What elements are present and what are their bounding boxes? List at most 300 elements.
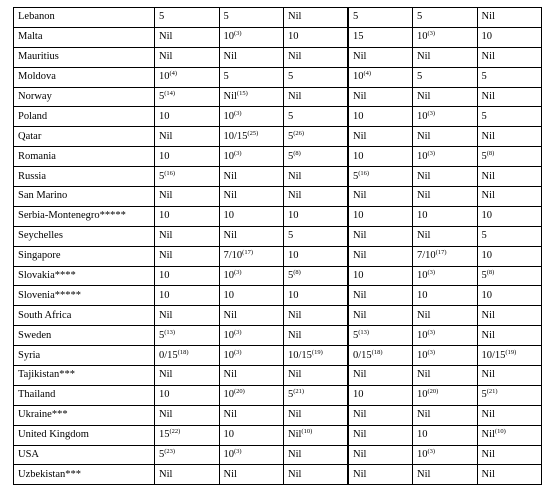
rate-cell xyxy=(284,405,349,425)
rate-cell xyxy=(348,167,413,187)
footnote-ref: (3) xyxy=(427,269,436,277)
rate-cell xyxy=(284,206,349,226)
rate-cell xyxy=(413,47,478,67)
table-row xyxy=(14,246,542,266)
rate-value: Nil xyxy=(417,369,431,381)
rate-cell xyxy=(413,425,478,445)
country-name: Russia xyxy=(18,170,47,182)
rate-cell xyxy=(477,127,542,147)
country-cell xyxy=(14,306,155,326)
rate-cell xyxy=(348,385,413,405)
rate-cell xyxy=(155,465,220,485)
rate-value: 10 xyxy=(223,429,234,441)
rate-cell xyxy=(348,465,413,485)
footnote-ref: (13) xyxy=(164,328,176,336)
rate-cell xyxy=(477,47,542,67)
rate-cell xyxy=(155,366,220,386)
rate-cell xyxy=(219,127,284,147)
rate-cell xyxy=(284,366,349,386)
rate-cell xyxy=(348,27,413,47)
rate-cell xyxy=(413,326,478,346)
rate-value: Nil xyxy=(223,230,237,242)
rate-value: 5 xyxy=(481,389,487,401)
country-cell xyxy=(14,87,155,107)
rate-value: Nil xyxy=(481,369,495,381)
country-cell xyxy=(14,425,155,445)
rate-value: 10 xyxy=(481,210,492,222)
rate-cell xyxy=(348,246,413,266)
country-name: Lebanon xyxy=(18,11,55,23)
rate-value: Nil xyxy=(417,170,431,182)
rate-value: Nil xyxy=(417,468,431,480)
rate-cell xyxy=(413,405,478,425)
footnote-ref: (4) xyxy=(169,70,178,78)
rate-value: Nil xyxy=(353,429,367,441)
rate-value: Nil xyxy=(353,468,367,480)
country-name: Slovenia***** xyxy=(18,289,81,301)
rate-cell xyxy=(155,385,220,405)
rate-cell xyxy=(155,67,220,87)
rate-cell xyxy=(413,67,478,87)
rate-value: Nil xyxy=(288,409,302,421)
rate-value: 10 xyxy=(159,289,170,301)
footnote-ref: (22) xyxy=(169,428,181,436)
rate-cell xyxy=(219,346,284,366)
rate-cell xyxy=(413,286,478,306)
rate-value: 5 xyxy=(288,270,294,282)
rate-value: 15 xyxy=(353,31,364,43)
footnote-ref: (20) xyxy=(234,388,245,396)
rate-value: Nil xyxy=(159,369,173,381)
country-cell xyxy=(14,366,155,386)
rate-value: Nil xyxy=(481,409,495,421)
rate-cell xyxy=(284,127,349,147)
rate-cell xyxy=(284,385,349,405)
rate-value: 10 xyxy=(159,71,170,83)
rate-value: 5 xyxy=(288,130,294,142)
rate-cell xyxy=(155,147,220,167)
table-row xyxy=(14,266,542,286)
country-cell xyxy=(14,147,155,167)
rate-cell xyxy=(155,306,220,326)
rate-cell xyxy=(477,346,542,366)
rate-value: Nil xyxy=(159,230,173,242)
footnote-ref: (8) xyxy=(486,149,495,157)
rate-value: Nil xyxy=(288,429,302,441)
rate-value: 10 xyxy=(159,110,170,122)
rate-value: Nil xyxy=(417,309,431,321)
footnote-ref: (3) xyxy=(234,149,242,157)
rate-cell xyxy=(348,286,413,306)
rate-value: 10 xyxy=(417,449,428,461)
country-cell xyxy=(14,385,155,405)
rate-cell xyxy=(348,346,413,366)
rate-cell xyxy=(477,206,542,226)
rate-cell xyxy=(477,405,542,425)
rate-cell xyxy=(477,147,542,167)
rate-value: Nil xyxy=(159,409,173,421)
rate-cell xyxy=(477,107,542,127)
country-cell xyxy=(14,167,155,187)
rate-cell xyxy=(348,266,413,286)
rate-value: 10/15 xyxy=(223,130,248,142)
rate-value: 10 xyxy=(223,389,234,401)
rate-value: Nil xyxy=(223,51,237,63)
country-name: Romania xyxy=(18,150,56,162)
footnote-ref: (17) xyxy=(242,249,254,257)
table-row xyxy=(14,306,542,326)
rate-value: 5 xyxy=(159,170,165,182)
country-name: Sweden xyxy=(18,329,52,341)
rate-value: Nil xyxy=(223,190,237,202)
rate-value: 5 xyxy=(353,329,359,341)
rate-value: Nil xyxy=(481,468,495,480)
rate-value: 5 xyxy=(481,150,487,162)
rate-value: Nil xyxy=(481,190,495,202)
table-row xyxy=(14,346,542,366)
rate-cell xyxy=(413,246,478,266)
rate-value: 5 xyxy=(481,230,487,242)
rate-cell xyxy=(284,8,349,28)
rate-cell xyxy=(413,445,478,465)
footnote-ref: (10) xyxy=(301,428,313,436)
rate-value: 10 xyxy=(417,150,428,162)
footnote-ref: (14) xyxy=(164,90,176,97)
country-name: South Africa xyxy=(18,309,72,321)
rate-value: Nil xyxy=(288,91,302,102)
rate-value: Nil xyxy=(288,369,302,381)
rate-value: 5 xyxy=(288,389,294,401)
rate-value: Nil xyxy=(223,170,237,182)
country-name: Poland xyxy=(18,110,48,122)
country-name: Moldova xyxy=(18,71,56,83)
table-row xyxy=(14,87,542,107)
table-row xyxy=(14,425,542,445)
rate-cell xyxy=(284,266,349,286)
footnote-ref: (3) xyxy=(234,269,242,277)
rate-cell xyxy=(477,27,542,47)
country-name: Serbia-Montenegro***** xyxy=(18,210,126,222)
rate-cell xyxy=(413,366,478,386)
rate-cell xyxy=(219,87,284,107)
rate-value: 10/15 xyxy=(481,349,506,361)
table-row xyxy=(14,67,542,87)
rate-value: Nil xyxy=(481,429,495,441)
rate-value: Nil xyxy=(481,91,495,102)
table-row xyxy=(14,465,542,485)
rate-value: 10 xyxy=(417,349,428,361)
rate-value: 10 xyxy=(159,210,170,222)
rate-cell xyxy=(413,266,478,286)
table-row xyxy=(14,326,542,346)
country-name: San Marino xyxy=(18,190,68,202)
rate-cell xyxy=(155,266,220,286)
footnote-ref: (16) xyxy=(358,169,370,177)
table-row xyxy=(14,385,542,405)
rate-value: 7/10 xyxy=(417,250,436,262)
rate-cell xyxy=(155,286,220,306)
rate-cell xyxy=(348,206,413,226)
rate-cell xyxy=(155,246,220,266)
rate-cell xyxy=(348,326,413,346)
rate-value: Nil xyxy=(481,130,495,142)
rate-cell xyxy=(219,226,284,246)
rate-value: 10 xyxy=(481,250,492,262)
rate-value: 10 xyxy=(481,289,492,301)
footnote-ref: (18) xyxy=(177,348,189,356)
rate-cell xyxy=(348,87,413,107)
rate-cell xyxy=(413,187,478,207)
rate-cell xyxy=(219,286,284,306)
rate-value: 10 xyxy=(417,329,428,341)
rate-cell xyxy=(284,246,349,266)
rate-value: 5 xyxy=(417,11,423,23)
rate-value: Nil xyxy=(353,230,367,242)
rate-cell xyxy=(348,127,413,147)
rate-cell xyxy=(413,167,478,187)
rate-value: Nil xyxy=(417,230,431,242)
rate-value: 10 xyxy=(223,31,234,43)
rate-value: 10 xyxy=(223,329,234,341)
rate-value: Nil xyxy=(223,409,237,421)
rate-value: 15 xyxy=(159,429,170,441)
rate-value: 10 xyxy=(417,429,428,441)
rate-value: 10 xyxy=(223,150,234,162)
rate-cell xyxy=(155,27,220,47)
rate-value: Nil xyxy=(159,190,173,202)
rate-cell xyxy=(413,346,478,366)
rate-cell xyxy=(219,306,284,326)
rate-value: 10/15 xyxy=(288,349,312,361)
rate-value: 5 xyxy=(288,150,294,162)
country-cell xyxy=(14,445,155,465)
rate-cell xyxy=(219,67,284,87)
footnote-ref: (19) xyxy=(311,348,323,356)
rate-value: Nil xyxy=(353,51,367,63)
country-cell xyxy=(14,67,155,87)
footnote-ref: (3) xyxy=(234,328,242,336)
country-cell xyxy=(14,266,155,286)
rate-value: Nil xyxy=(417,51,431,63)
rate-cell xyxy=(477,246,542,266)
table-row xyxy=(14,286,542,306)
table-row xyxy=(14,47,542,67)
rate-value: Nil xyxy=(159,468,173,480)
rate-value: Nil xyxy=(288,190,302,202)
rate-cell xyxy=(284,346,349,366)
rate-cell xyxy=(219,47,284,67)
footnote-ref: (13) xyxy=(358,328,370,336)
footnote-ref: (3) xyxy=(234,30,242,38)
rate-value: 0/15 xyxy=(159,349,178,361)
rate-value: Nil xyxy=(417,91,431,102)
footnote-ref: (3) xyxy=(427,109,436,117)
country-cell xyxy=(14,187,155,207)
country-cell xyxy=(14,326,155,346)
footnote-ref: (21) xyxy=(486,388,498,396)
rate-cell xyxy=(284,465,349,485)
rate-cell xyxy=(219,465,284,485)
rate-value: Nil xyxy=(159,250,173,262)
rate-cell xyxy=(284,87,349,107)
rate-value: Nil xyxy=(481,51,495,63)
rate-value: 5 xyxy=(159,91,165,102)
rate-value: 10 xyxy=(223,270,234,282)
rate-value: 10 xyxy=(353,389,364,401)
rate-cell xyxy=(348,366,413,386)
rate-cell xyxy=(477,226,542,246)
country-name: Thailand xyxy=(18,389,56,401)
rate-cell xyxy=(413,107,478,127)
footnote-ref: (17) xyxy=(435,249,447,257)
rate-cell xyxy=(219,206,284,226)
rate-value: Nil xyxy=(223,91,237,102)
table-row xyxy=(14,206,542,226)
rate-cell xyxy=(413,27,478,47)
rate-value: Nil xyxy=(223,468,237,480)
rate-value: 10 xyxy=(159,150,170,162)
rate-cell xyxy=(284,27,349,47)
rate-value: 10 xyxy=(223,110,234,122)
table-row xyxy=(14,147,542,167)
rate-cell xyxy=(219,445,284,465)
rate-cell xyxy=(348,425,413,445)
rate-cell xyxy=(477,266,542,286)
rate-value: 5 xyxy=(288,71,294,83)
rate-cell xyxy=(219,266,284,286)
rate-value: Nil xyxy=(353,130,367,142)
rate-value: 5 xyxy=(223,71,229,83)
rate-cell xyxy=(219,366,284,386)
rate-cell xyxy=(477,385,542,405)
footnote-ref: (3) xyxy=(234,348,242,356)
rate-value: Nil xyxy=(481,11,495,23)
rate-cell xyxy=(219,326,284,346)
rate-cell xyxy=(348,405,413,425)
rate-value: 5 xyxy=(481,71,487,83)
rate-cell xyxy=(413,226,478,246)
rate-cell xyxy=(155,87,220,107)
rate-value: Nil xyxy=(288,170,302,182)
rate-cell xyxy=(477,167,542,187)
rate-value: 5 xyxy=(159,329,165,341)
rate-value: 10 xyxy=(288,210,299,222)
rate-value: Nil xyxy=(159,51,173,63)
footnote-ref: (8) xyxy=(293,269,301,277)
rate-value: 10 xyxy=(353,270,364,282)
rate-value: Nil xyxy=(288,11,302,23)
footnote-ref: (8) xyxy=(293,149,301,157)
rate-value: 10 xyxy=(353,110,364,122)
rate-value: Nil xyxy=(288,468,302,480)
rate-value: Nil xyxy=(288,51,302,63)
rate-value: 10 xyxy=(223,349,234,361)
country-name: Singapore xyxy=(18,250,61,262)
country-name: Mauritius xyxy=(18,51,59,63)
footnote-ref: (3) xyxy=(234,448,242,456)
rate-cell xyxy=(348,226,413,246)
footnote-ref: (26) xyxy=(293,129,305,137)
table-row xyxy=(14,187,542,207)
country-name: Syria xyxy=(18,349,41,361)
rate-value: Nil xyxy=(353,369,367,381)
rate-value: 5 xyxy=(223,11,229,23)
rate-cell xyxy=(477,8,542,28)
footnote-ref: (3) xyxy=(427,448,436,456)
rate-value: Nil xyxy=(481,329,495,341)
rate-cell xyxy=(155,206,220,226)
rate-value: 10 xyxy=(481,31,492,43)
rate-value: Nil xyxy=(353,409,367,421)
footnote-ref: (3) xyxy=(427,149,436,157)
rate-cell xyxy=(413,206,478,226)
rate-cell xyxy=(477,87,542,107)
footnote-ref: (19) xyxy=(505,348,517,356)
rate-value: 10 xyxy=(417,389,428,401)
document-page xyxy=(13,7,541,485)
rate-cell xyxy=(284,326,349,346)
rate-value: 5 xyxy=(288,110,294,122)
rate-value: Nil xyxy=(159,309,173,321)
rate-cell xyxy=(348,147,413,167)
country-name: Seychelles xyxy=(18,230,63,242)
rate-value: 10 xyxy=(159,389,170,401)
rate-cell xyxy=(477,67,542,87)
table-row xyxy=(14,445,542,465)
rate-value: 10 xyxy=(417,110,428,122)
rate-cell xyxy=(284,107,349,127)
rate-cell xyxy=(284,147,349,167)
rate-value: Nil xyxy=(353,190,367,202)
rate-value: 10 xyxy=(223,289,234,301)
rate-value: Nil xyxy=(481,449,495,461)
rate-cell xyxy=(284,47,349,67)
table-row xyxy=(14,167,542,187)
rate-value: Nil xyxy=(417,130,431,142)
rate-value: 10 xyxy=(353,71,364,83)
rate-cell xyxy=(348,445,413,465)
table-row xyxy=(14,405,542,425)
rate-cell xyxy=(413,127,478,147)
table-row xyxy=(14,127,542,147)
rate-cell xyxy=(219,8,284,28)
rate-cell xyxy=(413,87,478,107)
rate-cell xyxy=(413,147,478,167)
footnote-ref: (10) xyxy=(494,428,506,436)
rate-value: Nil xyxy=(353,250,367,262)
rate-cell xyxy=(155,346,220,366)
rate-cell xyxy=(219,27,284,47)
rate-cell xyxy=(155,425,220,445)
rate-value: Nil xyxy=(223,309,237,321)
country-name: Malta xyxy=(18,31,43,43)
rate-value: Nil xyxy=(417,409,431,421)
country-cell xyxy=(14,226,155,246)
rate-value: 10 xyxy=(223,449,234,461)
footnote-ref: (16) xyxy=(164,169,176,177)
footnote-ref: (15) xyxy=(236,90,248,97)
rate-cell xyxy=(348,47,413,67)
rate-cell xyxy=(348,67,413,87)
rate-value: 10 xyxy=(417,31,428,43)
rate-cell xyxy=(477,286,542,306)
rate-cell xyxy=(219,147,284,167)
rate-value: 7/10 xyxy=(223,250,243,262)
country-name: Slovakia**** xyxy=(18,270,76,282)
rate-cell xyxy=(477,445,542,465)
country-cell xyxy=(14,346,155,366)
country-name: Qatar xyxy=(18,130,42,142)
